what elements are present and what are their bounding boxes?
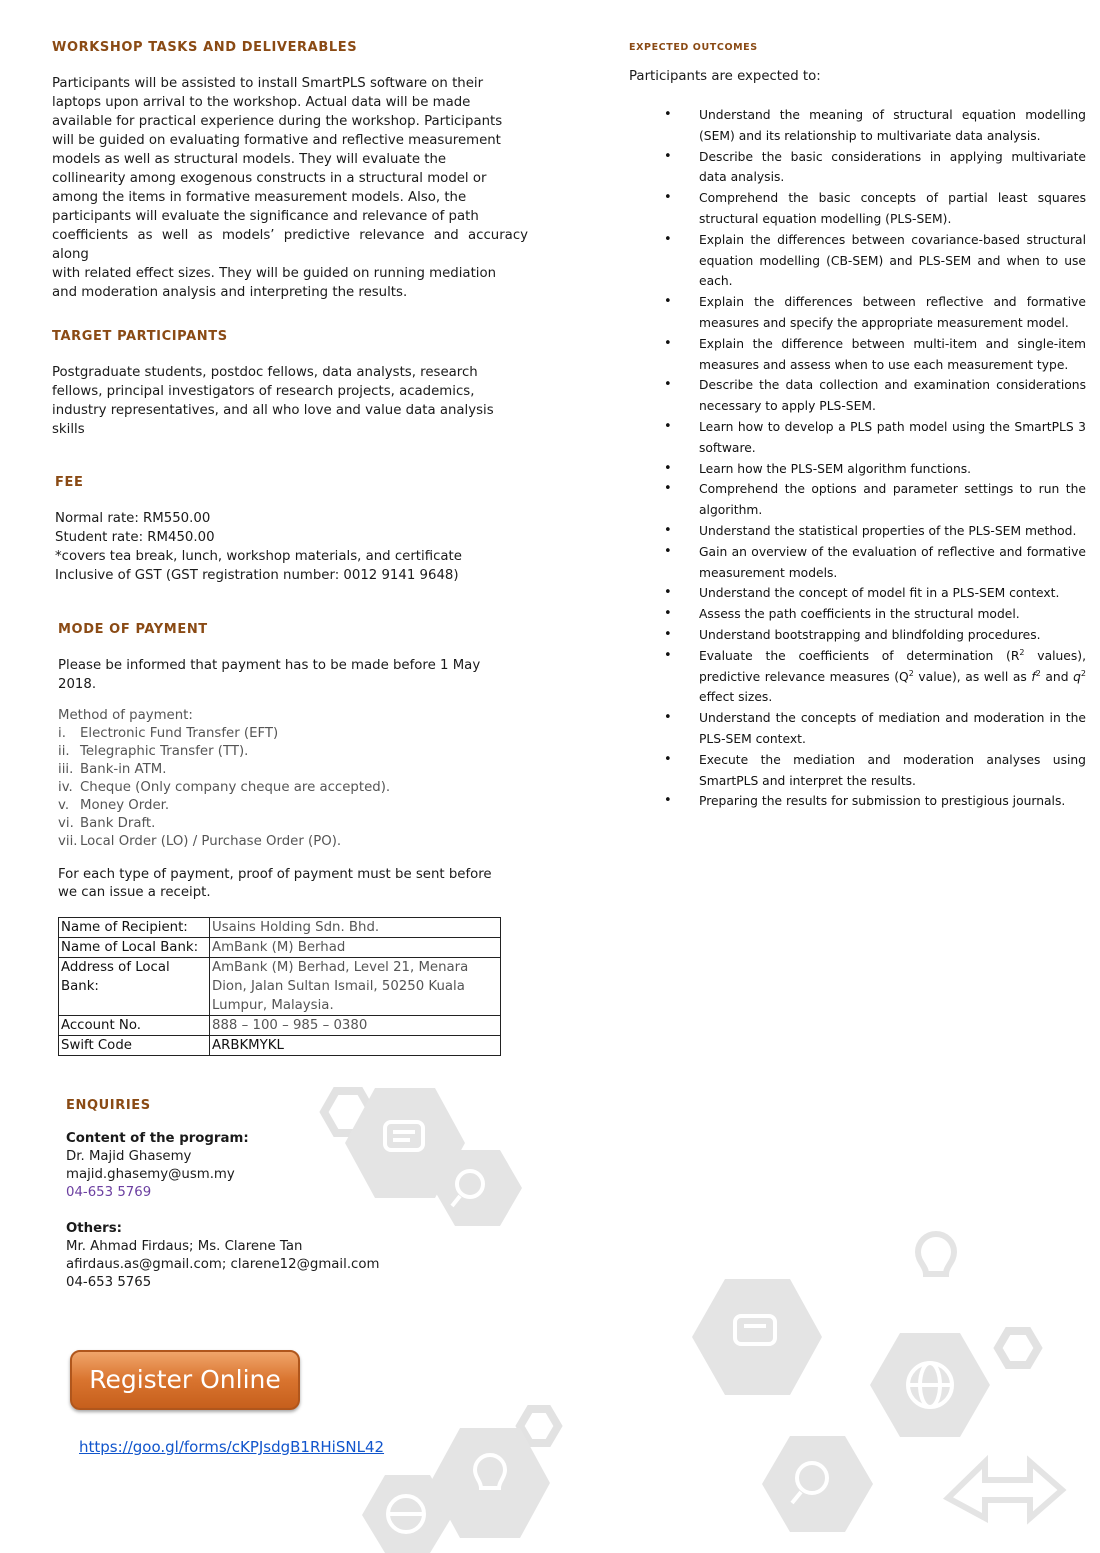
outcome-text: [699, 649, 1086, 705]
method-text: Cheque (Only company cheque are accepted).: [80, 780, 391, 795]
text-line: AmBank (M) Berhad, Level 21, Menara: [212, 960, 469, 975]
outcomes-intro: Participants are expected to:: [629, 69, 821, 84]
list-item: [662, 459, 1086, 480]
text-segment: values), predictive relevance measures (Q: [699, 648, 1086, 684]
list-item: [662, 479, 1086, 521]
outcome-text: Understand bootstrapping and blindfolding procedures.: [699, 627, 1041, 642]
list-item: [662, 646, 1086, 708]
contact-emails[interactable]: afirdaus.as@gmail.com; clarene12@gmail.com: [66, 1257, 380, 1272]
list-item: [662, 230, 1086, 292]
bullet-icon: •: [664, 793, 672, 809]
payment-method-item: [58, 725, 390, 743]
bullet-icon: •: [664, 710, 672, 726]
target-participants-paragraph: [52, 363, 528, 439]
superscript: 2: [1080, 668, 1086, 678]
text-line: models as well as structural models. They will evaluate the: [52, 152, 447, 167]
text-line: Lumpur, Malaysia.: [212, 998, 334, 1013]
method-text: Electronic Fund Transfer (EFT): [80, 726, 279, 741]
text-line: with related effect sizes. They will be guided on running mediation: [52, 266, 497, 281]
outcome-text: Learn how to develop a PLS path model using the SmartPLS 3 software.: [699, 419, 1086, 455]
outcome-text: Understand the statistical properties of the PLS-SEM method.: [699, 523, 1077, 538]
enquiries-content-contact: [66, 1130, 249, 1202]
account-number-value: 888 – 100 – 985 – 0380: [210, 1016, 501, 1036]
list-number: vii.: [58, 834, 78, 849]
outcome-text: Learn how the PLS-SEM algorithm functions.: [699, 461, 972, 476]
gst-note: Inclusive of GST (GST registration number: 0012 9141 9648): [55, 568, 459, 583]
bullet-icon: •: [664, 190, 672, 206]
q-symbol: q: [1073, 669, 1081, 684]
list-number: ii.: [58, 744, 70, 759]
contact-phone[interactable]: 04-653 5765: [66, 1275, 152, 1290]
swift-code-value: ARBKMYKL: [210, 1036, 501, 1056]
content-contact-label: Content of the program:: [66, 1131, 249, 1146]
list-item: [662, 334, 1086, 376]
list-item: [662, 708, 1086, 750]
bullet-icon: •: [664, 585, 672, 601]
contact-name: Dr. Majid Ghasemy: [66, 1149, 192, 1164]
bullet-icon: •: [664, 335, 672, 351]
bullet-icon: •: [664, 377, 672, 393]
text-line: among the items in formative measurement models. Also, the: [52, 190, 467, 205]
text-line: and moderation analysis and interpreting the results.: [52, 285, 408, 300]
outcome-text: Understand the concept of model fit in a PLS-SEM context.: [699, 586, 1060, 601]
table-row: [59, 1036, 501, 1056]
list-item: [662, 583, 1086, 604]
bullet-icon: •: [664, 460, 672, 476]
outcome-text: Gain an overview of the evaluation of reflective and formative measurement models.: [699, 544, 1086, 580]
payment-method-item: [58, 815, 390, 833]
outcome-text: Explain the differences between covariance-based structural equation modelling (CB-SEM) and PLS-SEM and when to use each.: [699, 232, 1086, 289]
list-number: iii.: [58, 762, 74, 777]
table-row: [59, 918, 501, 938]
payment-method-item: [58, 797, 390, 815]
account-number-label: Account No.: [59, 1016, 210, 1036]
bullet-icon: •: [664, 231, 672, 247]
list-item: [662, 521, 1086, 542]
normal-rate: Normal rate: RM550.00: [55, 511, 211, 526]
bullet-icon: •: [664, 626, 672, 642]
text-line: Bank:: [61, 979, 99, 994]
text-line: Address of Local: [61, 960, 170, 975]
mode-of-payment-heading: MODE OF PAYMENT: [58, 622, 208, 637]
bullet-icon: •: [664, 148, 672, 164]
list-item: [662, 625, 1086, 646]
bullet-icon: •: [664, 107, 672, 122]
outcome-text: Assess the path coefficients in the structural model.: [699, 607, 1020, 622]
enquiries-heading: ENQUIRIES: [66, 1098, 151, 1113]
payment-method-item: [58, 761, 390, 779]
others-contact-label: Others:: [66, 1221, 122, 1236]
contact-names: Mr. Ahmad Firdaus; Ms. Clarene Tan: [66, 1239, 303, 1254]
bank-name-value: AmBank (M) Berhad: [210, 938, 501, 958]
text-line: Postgraduate students, postdoc fellows, data analysts, research: [52, 365, 478, 380]
bank-address-label: [59, 958, 210, 1016]
contact-phone[interactable]: 04-653 5769: [66, 1185, 152, 1200]
bullet-icon: •: [664, 751, 672, 767]
method-text: Bank-in ATM.: [80, 762, 167, 777]
outcome-text: Understand the meaning of structural equation modelling (SEM) and its relationship to multivariate data analysis.: [699, 108, 1086, 143]
list-item: [662, 542, 1086, 584]
list-number: vi.: [58, 816, 74, 831]
method-text: Telegraphic Transfer (TT).: [80, 744, 249, 759]
list-number: iv.: [58, 780, 73, 795]
outcome-text: Explain the difference between multi-item and single-item measures and assess when to use each measurement type.: [699, 336, 1086, 372]
payment-method-item: [58, 743, 390, 761]
outcome-text: Preparing the results for submission to prestigious journals.: [699, 794, 1066, 809]
bullet-icon: •: [664, 294, 672, 310]
text-line: available for practical experience during the workshop. Participants: [52, 114, 503, 129]
expected-outcomes-heading: EXPECTED OUTCOMES: [629, 42, 758, 53]
outcome-text: Explain the differences between reflective and formative measures and specify the appropriate measurement model.: [699, 295, 1086, 330]
list-item: [662, 604, 1086, 625]
payment-method-label: Method of payment:: [58, 708, 193, 723]
text-line: laptops upon arrival to the workshop. Actual data will be made: [52, 95, 471, 110]
superscript: 2: [1035, 668, 1041, 678]
text-line: participants will evaluate the significance and relevance of path: [52, 209, 479, 224]
table-row: [59, 938, 501, 958]
outcome-text: Understand the concepts of mediation and moderation in the PLS-SEM context.: [699, 711, 1086, 746]
outcome-text: Describe the data collection and examination considerations necessary to apply PLS-SEM.: [699, 378, 1086, 414]
text-line: industry representatives, and all who love and value data analysis: [52, 403, 494, 418]
register-online-button[interactable]: Register Online: [70, 1350, 300, 1410]
payment-method-item: [58, 833, 390, 851]
list-item: [662, 375, 1086, 417]
method-text: Money Order.: [80, 798, 170, 813]
target-participants-heading: TARGET PARTICIPANTS: [52, 329, 228, 344]
list-item: [662, 147, 1086, 189]
text-line: we can issue a receipt.: [58, 885, 211, 900]
text-segment: effect sizes.: [699, 690, 773, 705]
text-line: Dion, Jalan Sultan Ismail, 50250 Kuala: [212, 979, 465, 994]
outcome-text: Describe the basic considerations in applying multivariate data analysis.: [699, 149, 1086, 185]
registration-form-link[interactable]: https://goo.gl/forms/cKPJsdgB1RHiSNL42: [79, 1438, 385, 1456]
bullet-icon: •: [664, 418, 672, 434]
table-row: [59, 1016, 501, 1036]
text-line: coefficients as well as models’ predictive relevance and accuracy along: [52, 228, 528, 262]
bank-details-table: [58, 917, 501, 1056]
method-text: Bank Draft.: [80, 816, 156, 831]
swift-code-label: Swift Code: [59, 1036, 210, 1056]
superscript: 2: [908, 668, 914, 678]
workshop-tasks-heading: WORKSHOP TASKS AND DELIVERABLES: [52, 40, 358, 55]
list-item: [662, 791, 1086, 812]
payment-methods-list: [58, 725, 390, 851]
text-line: fellows, principal investigators of research projects, academics,: [52, 384, 475, 399]
bullet-icon: •: [664, 606, 672, 622]
bank-address-value: [210, 958, 501, 1016]
f-symbol: f: [1031, 669, 1036, 684]
text-line: collinearity among exogenous constructs in a structural model or: [52, 171, 487, 186]
text-segment: Evaluate the coefficients of determination (R: [699, 648, 1020, 663]
outcome-text: Comprehend the basic concepts of partial least squares structural equation modelling (PLS-SEM).: [699, 191, 1086, 226]
text-line: 2018.: [58, 677, 97, 692]
bullet-icon: •: [664, 543, 672, 559]
text-line: For each type of payment, proof of payment must be sent before: [58, 867, 492, 882]
fee-coverage-note: *covers tea break, lunch, workshop materials, and certificate: [55, 549, 462, 564]
bank-name-label: Name of Local Bank:: [59, 938, 210, 958]
student-rate: Student rate: RM450.00: [55, 530, 215, 545]
text-line: Participants will be assisted to install SmartPLS software on their: [52, 76, 484, 91]
bullet-icon: •: [664, 522, 672, 538]
text-line: will be guided on evaluating formative and reflective measurement: [52, 133, 501, 148]
list-item: [662, 188, 1086, 230]
payment-method-item: [58, 779, 390, 797]
enquiries-others-contact: [66, 1220, 379, 1292]
method-text: Local Order (LO) / Purchase Order (PO).: [80, 834, 342, 849]
table-row: [59, 958, 501, 1016]
outcome-text: Comprehend the options and parameter settings to run the algorithm.: [699, 482, 1086, 518]
list-item: [662, 105, 1086, 147]
list-number: v.: [58, 798, 70, 813]
proof-of-payment-note: [58, 866, 492, 902]
payment-deadline-notice: [58, 656, 480, 694]
bullet-icon: •: [664, 647, 672, 663]
text-segment: and: [1040, 669, 1074, 684]
outcomes-list: [662, 105, 1086, 812]
list-item: [662, 417, 1086, 459]
outcome-text: Execute the mediation and moderation analyses using SmartPLS and interpret the results.: [699, 752, 1086, 788]
list-item: [662, 750, 1086, 792]
superscript: 2: [1019, 647, 1025, 657]
bullet-icon: •: [664, 481, 672, 497]
text-line: skills: [52, 422, 85, 437]
recipient-label: Name of Recipient:: [59, 918, 210, 938]
contact-email[interactable]: majid.ghasemy@usm.my: [66, 1167, 235, 1182]
fee-heading: FEE: [55, 475, 84, 490]
list-number: i.: [58, 726, 66, 741]
recipient-value: Usains Holding Sdn. Bhd.: [210, 918, 501, 938]
text-line: Please be informed that payment has to be made before 1 May: [58, 658, 481, 673]
fee-details: [55, 509, 462, 585]
text-segment: value), as well as: [913, 669, 1032, 684]
list-item: [662, 292, 1086, 334]
workshop-tasks-paragraph: [52, 74, 528, 302]
